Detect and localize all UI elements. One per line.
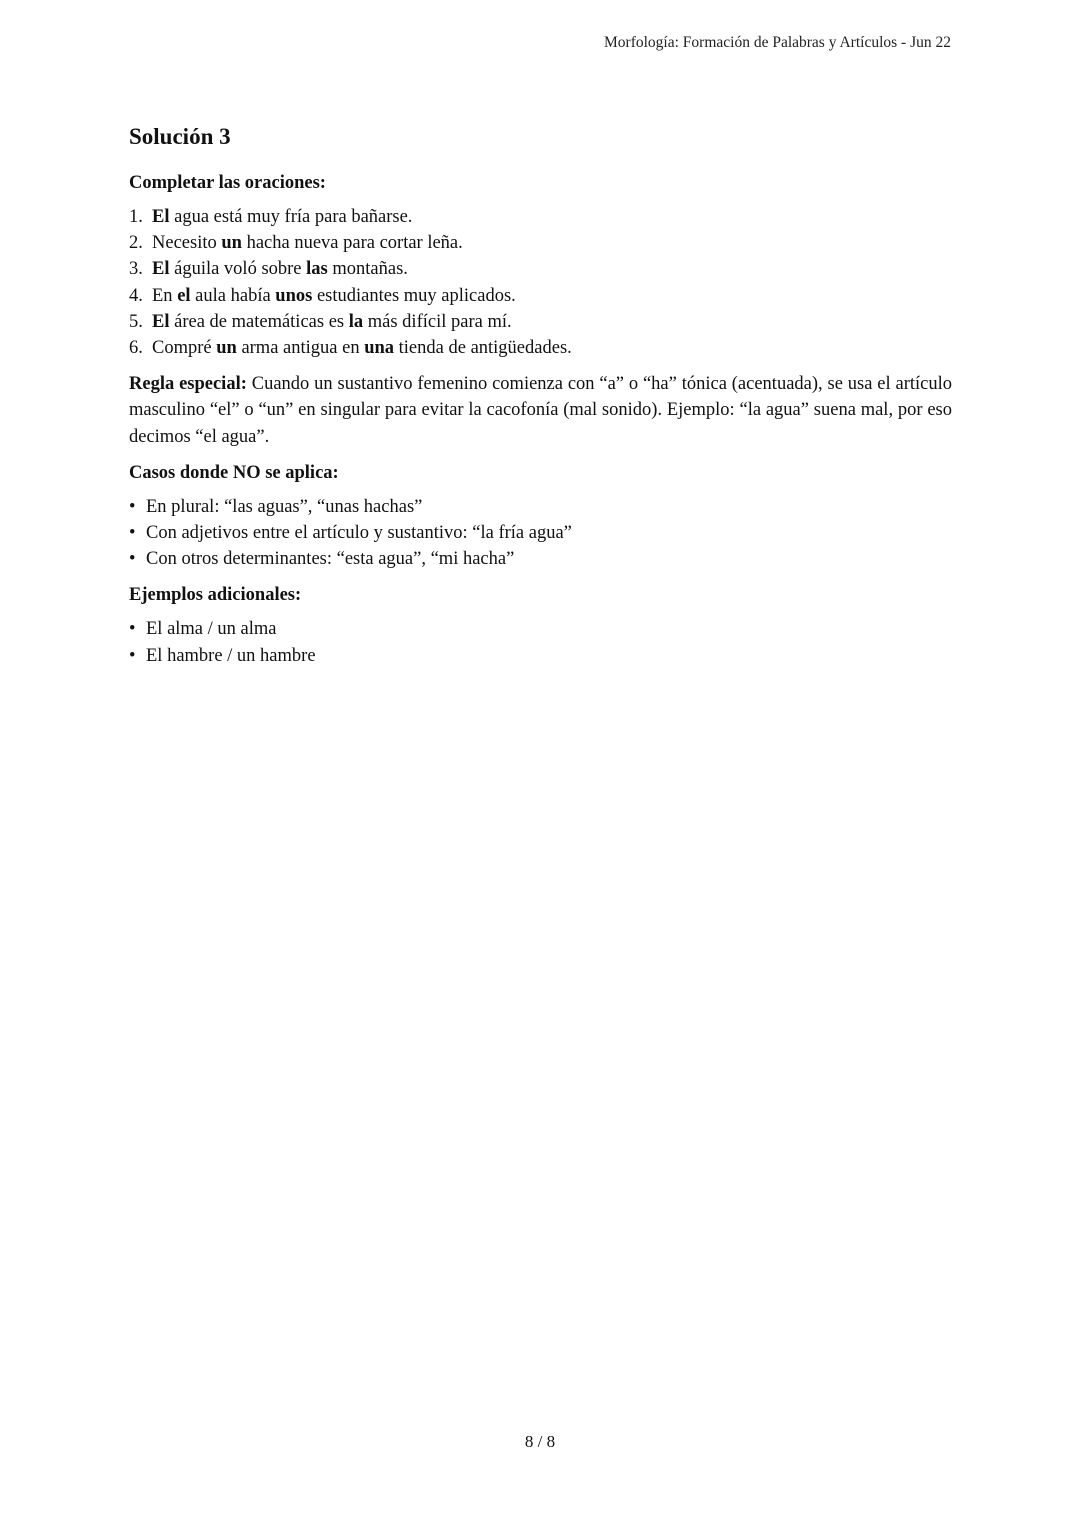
article-answer: El [152,207,170,227]
sentence-number: 2. [129,233,143,254]
sentence-text: área de matemáticas es [169,311,349,332]
article-answer: las [306,259,328,280]
sentence-number: 5. [129,311,143,332]
article-answer: la [348,311,364,332]
list-item [129,546,952,572]
sentence-item [129,204,952,230]
article-answer: una [364,338,395,359]
section-title: Solución 3 [129,124,231,149]
sentence-text: Necesito [152,233,222,254]
article-answer: un [221,233,242,254]
sentence-text: tienda de antigüedades. [394,338,572,359]
exceptions-list [129,494,952,573]
page-number: 8 / 8 [524,1432,556,1451]
article-answer: unos [275,285,313,306]
bullet-icon: • [129,549,136,570]
complete-sentences-heading: Completar las oraciones: [129,173,326,193]
bullet-icon: • [129,496,136,517]
sentence-text: estudiantes muy aplicados. [312,285,516,306]
bullet-icon: • [129,619,136,640]
list-item [129,494,952,520]
article-answer: un [216,338,237,359]
article-answer: El [152,311,170,332]
sentence-item [129,256,952,282]
list-item [129,616,952,642]
list-item-text: El alma / un alma [146,619,277,640]
sentence-text: Compré [152,338,217,359]
list-item-text: En plural: “las aguas”, “unas hachas” [146,496,423,517]
sentence-item [129,230,952,256]
special-rule-text: Cuando un sustantivo femenino comienza con “a” o “ha” tónica (acentuada), se usa el artículo masculino “el” o “un” en singular para evitar la cacofonía (mal sonido). Ejemplo: “la agua” suena mal, por eso decimos “el agua”. [129,374,952,447]
list-item [129,520,952,546]
list-item [129,643,952,669]
sentence-text: aula había [190,285,276,306]
sentence-text: águila voló sobre [169,259,307,280]
bullet-icon: • [129,523,136,544]
running-header: Morfología: Formación de Palabras y Artículos - Jun 22 [604,34,951,51]
sentence-number: 4. [129,285,143,306]
special-rule-paragraph [129,371,952,450]
examples-heading: Ejemplos adicionales: [129,585,302,606]
list-item-text: Con adjetivos entre el artículo y sustantivo: “la fría agua” [146,523,572,544]
bullet-icon: • [129,645,136,666]
examples-list [129,616,952,668]
sentence-text: agua está muy fría para bañarse. [169,207,413,227]
sentence-item [129,335,952,361]
list-item-text: El hambre / un hambre [146,645,316,666]
list-item-text: Con otros determinantes: “esta agua”, “mi hacha” [146,549,515,570]
sentence-number: 1. [129,207,143,227]
sentence-number: 3. [129,259,143,280]
sentence-text: montañas. [327,259,408,280]
article-answer: el [177,285,191,306]
sentence-number: 6. [129,338,143,359]
article-answer: El [152,259,170,280]
sentence-text: arma antigua en [236,338,365,359]
exceptions-heading: Casos donde NO se aplica: [129,462,339,483]
sentence-text: En [152,285,178,306]
solution-section [129,120,952,669]
sentences-list [129,204,952,361]
special-rule-label: Regla especial: [129,374,247,395]
sentence-item [129,283,952,309]
sentence-item [129,309,952,335]
sentence-text: hacha nueva para cortar leña. [241,233,463,254]
sentence-text: más difícil para mí. [363,311,512,332]
